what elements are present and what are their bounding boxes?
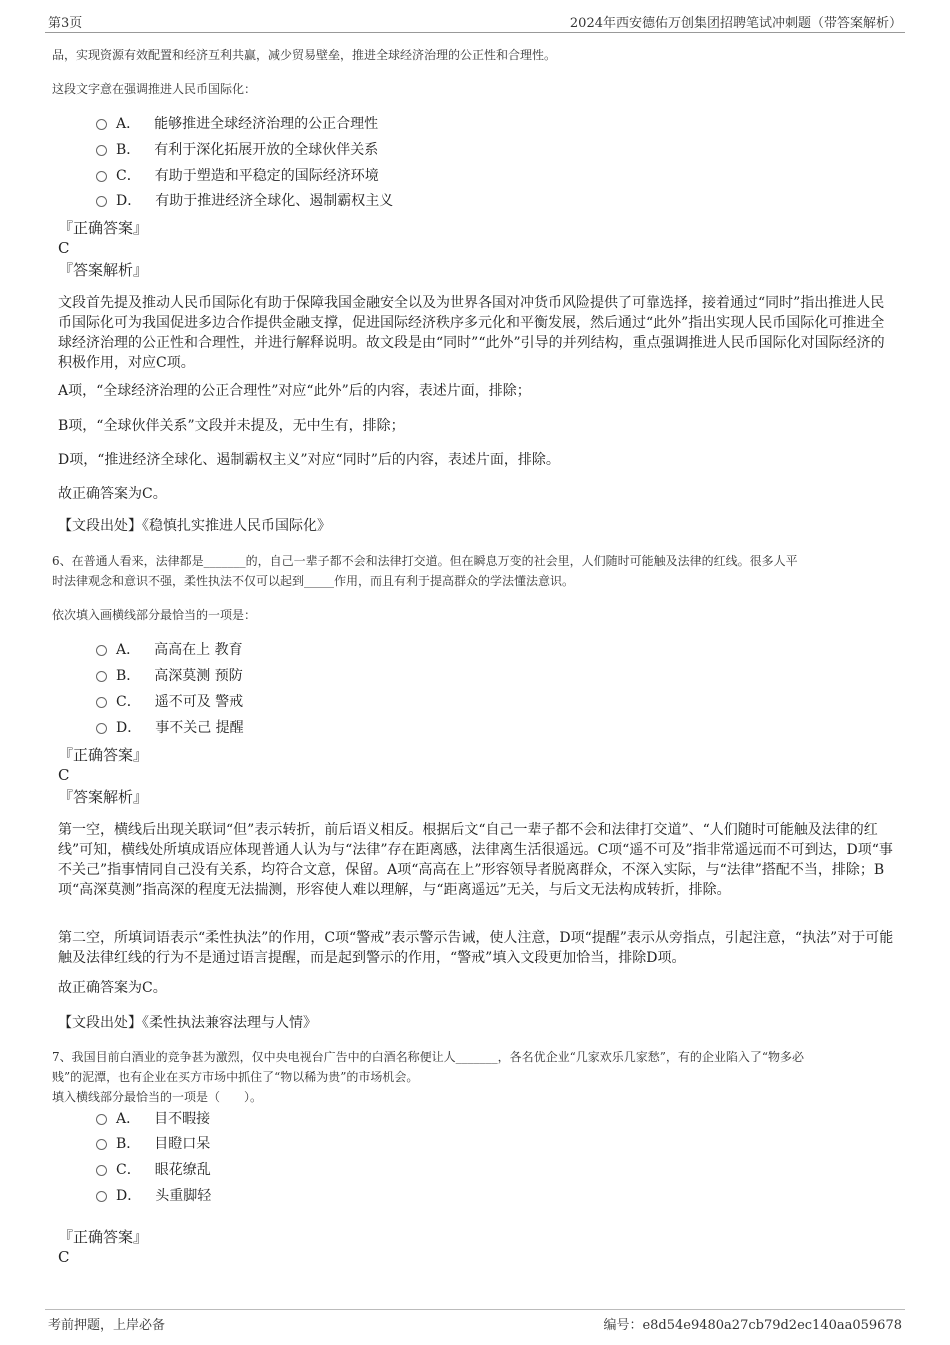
q5-analysis-a: A项，“全球经济治理的公正合理性”对应“此外”后的内容，表述片面，排除； — [58, 383, 531, 399]
q6-stem-line2: 时法律观念和意识不强，柔性执法不仅可以起到_____作用，而且有利于提高群众的学法懂法意识。 — [52, 574, 575, 588]
q6-option-d[interactable]: D． 事不关己 提醒 — [96, 718, 244, 738]
q5-answer: C — [58, 239, 70, 257]
q6-source — [58, 1012, 317, 1032]
radio-icon[interactable] — [96, 1114, 107, 1125]
page-number: 第3页 — [48, 16, 83, 31]
source-title: 《稳慎扎实推进人民币国际化》 — [142, 518, 331, 534]
document-title: 2024年西安德佑万创集团招聘笔试冲刺题（带答案解析） — [569, 16, 902, 31]
q5-analysis-main: 文段首先提及推动人民币国际化有助于保障我国金融安全以及为世界各国对冲货币风险提供了可靠选择，接着通过“同时”指出推进人民币国际化可为我国促进多边合作提供金融支撑，促进国际经济秩序多元化和平衡发展，然后通过“此外”指出实现人民币国际化可推进全球经济治理的公正性和合理性，并进行解释说明。故文段是由“同时”“此外”引导的并列结构，重点强调推进人民币国际化对国际经济的积极作用，对应C项。 — [58, 295, 885, 371]
radio-icon[interactable] — [96, 1191, 107, 1202]
document-id: 编号：e8d54e9480a27cb79d2ec140aa059678 — [603, 1318, 902, 1333]
q6-analysis-first-blank: 第一空，横线后出现关联词“但”表示转折，前后语义相反。根据后文“自己一辈子都不会和法律打交道”、“人们随时可能触及法律的红线”可知，横线处所填成语应体现普通人认为与“法律”存在距离感，法律离生活很遥远。C项“遥不可及”指非常遥远而不可到达，D项“事不关己”指事情同自己没有关系，均符合文意，保留。A项“高高在上”形容领导者脱离群众，不深入实际，与“法律”搭配不当，排除；B项“高深莫测”指高深的程度无法揣测，形容使人难以理解，与“距离遥远”无关，与后文无法构成转折，排除。 — [58, 822, 893, 898]
radio-icon[interactable] — [96, 697, 107, 708]
radio-icon[interactable] — [96, 196, 107, 207]
q5-analysis-b: B项，“全球伙伴关系”文段并未提及，无中生有，排除； — [58, 418, 405, 434]
q6-stem-line1: 6、在普通人看来，法律都是_______的，自己一辈子都不会和法律打交道。但在瞬息万变的社会里，人们随时可能触及法律的红线。很多人平 — [52, 554, 798, 568]
q7-option-d[interactable]: D． 头重脚轻 — [96, 1186, 211, 1206]
radio-icon[interactable] — [96, 645, 107, 656]
q6-option-c[interactable]: C． 遥不可及 警戒 — [96, 692, 243, 712]
radio-icon[interactable] — [96, 671, 107, 682]
q5-analysis-label: 『答案解析』 — [58, 261, 149, 279]
q5-source — [58, 515, 331, 535]
q5-option-c[interactable]: C． 有助于塑造和平稳定的国际经济环境 — [96, 166, 379, 186]
q7-prompt: 填入横线部分最恰当的一项是（ ）。 — [52, 1090, 263, 1104]
source-label: 【文段出处】 — [58, 1015, 142, 1031]
q5-context-tail: 品，实现资源有效配置和经济互利共赢，减少贸易壁垒，推进全球经济治理的公正性和合理性。 — [52, 48, 557, 62]
footer-divider — [45, 1309, 905, 1310]
radio-icon[interactable] — [96, 119, 107, 130]
q6-analysis-label: 『答案解析』 — [58, 788, 149, 806]
q7-option-b[interactable]: B． 目瞪口呆 — [96, 1134, 210, 1154]
q5-option-a[interactable]: A． 能够推进全球经济治理的公正合理性 — [96, 114, 378, 134]
q6-prompt: 依次填入画横线部分最恰当的一项是： — [52, 608, 257, 622]
q6-answer: C — [58, 766, 70, 784]
q7-option-c[interactable]: C． 眼花缭乱 — [96, 1160, 211, 1180]
q7-stem-line1: 7、我国目前白酒业的竞争甚为激烈，仅中央电视台广告中的白酒名称便让人_______，各名优企业“几家欢乐几家愁”，有的企业陷入了“物多必 — [52, 1050, 805, 1064]
q6-analysis-second-blank: 第二空，所填词语表示“柔性执法”的作用，C项“警戒”表示警示告诫，使人注意，D项“提醒”表示从旁指点，引起注意，“执法”对于可能触及法律红线的行为不是通过语言提醒，而是起到警示的作用，“警戒”填入文段更加恰当，排除D项。 — [58, 930, 894, 966]
radio-icon[interactable] — [96, 145, 107, 156]
q5-analysis-d: D项，“推进经济全球化、遏制霸权主义”对应“同时”后的内容，表述片面，排除。 — [58, 452, 560, 468]
q6-analysis-conclusion: 故正确答案为C。 — [58, 980, 167, 996]
header-divider — [45, 32, 905, 33]
q6-option-b[interactable]: B． 高深莫测 预防 — [96, 666, 243, 686]
radio-icon[interactable] — [96, 1165, 107, 1176]
q5-answer-label: 『正确答案』 — [58, 219, 149, 237]
radio-icon[interactable] — [96, 171, 107, 182]
q6-option-a[interactable]: A． 高高在上 教育 — [96, 640, 243, 660]
source-label: 【文段出处】 — [58, 518, 142, 534]
footer-slogan: 考前押题，上岸必备 — [48, 1318, 166, 1333]
radio-icon[interactable] — [96, 723, 107, 734]
q5-option-d[interactable]: D． 有助于推进经济全球化、遏制霸权主义 — [96, 191, 393, 211]
q7-answer: C — [58, 1248, 70, 1266]
radio-icon[interactable] — [96, 1139, 107, 1150]
source-title: 《柔性执法兼容法理与人情》 — [142, 1015, 317, 1031]
q7-answer-label: 『正确答案』 — [58, 1228, 149, 1246]
q5-analysis-conclusion: 故正确答案为C。 — [58, 486, 167, 502]
q7-stem-line2: 贱”的泥潭，也有企业在买方市场中抓住了“物以稀为贵”的市场机会。 — [52, 1070, 419, 1084]
q7-option-a[interactable]: A． 目不暇接 — [96, 1109, 210, 1129]
q5-option-b[interactable]: B． 有利于深化拓展开放的全球伙伴关系 — [96, 140, 378, 160]
q5-prompt: 这段文字意在强调推进人民币国际化： — [52, 82, 257, 96]
q6-answer-label: 『正确答案』 — [58, 746, 149, 764]
